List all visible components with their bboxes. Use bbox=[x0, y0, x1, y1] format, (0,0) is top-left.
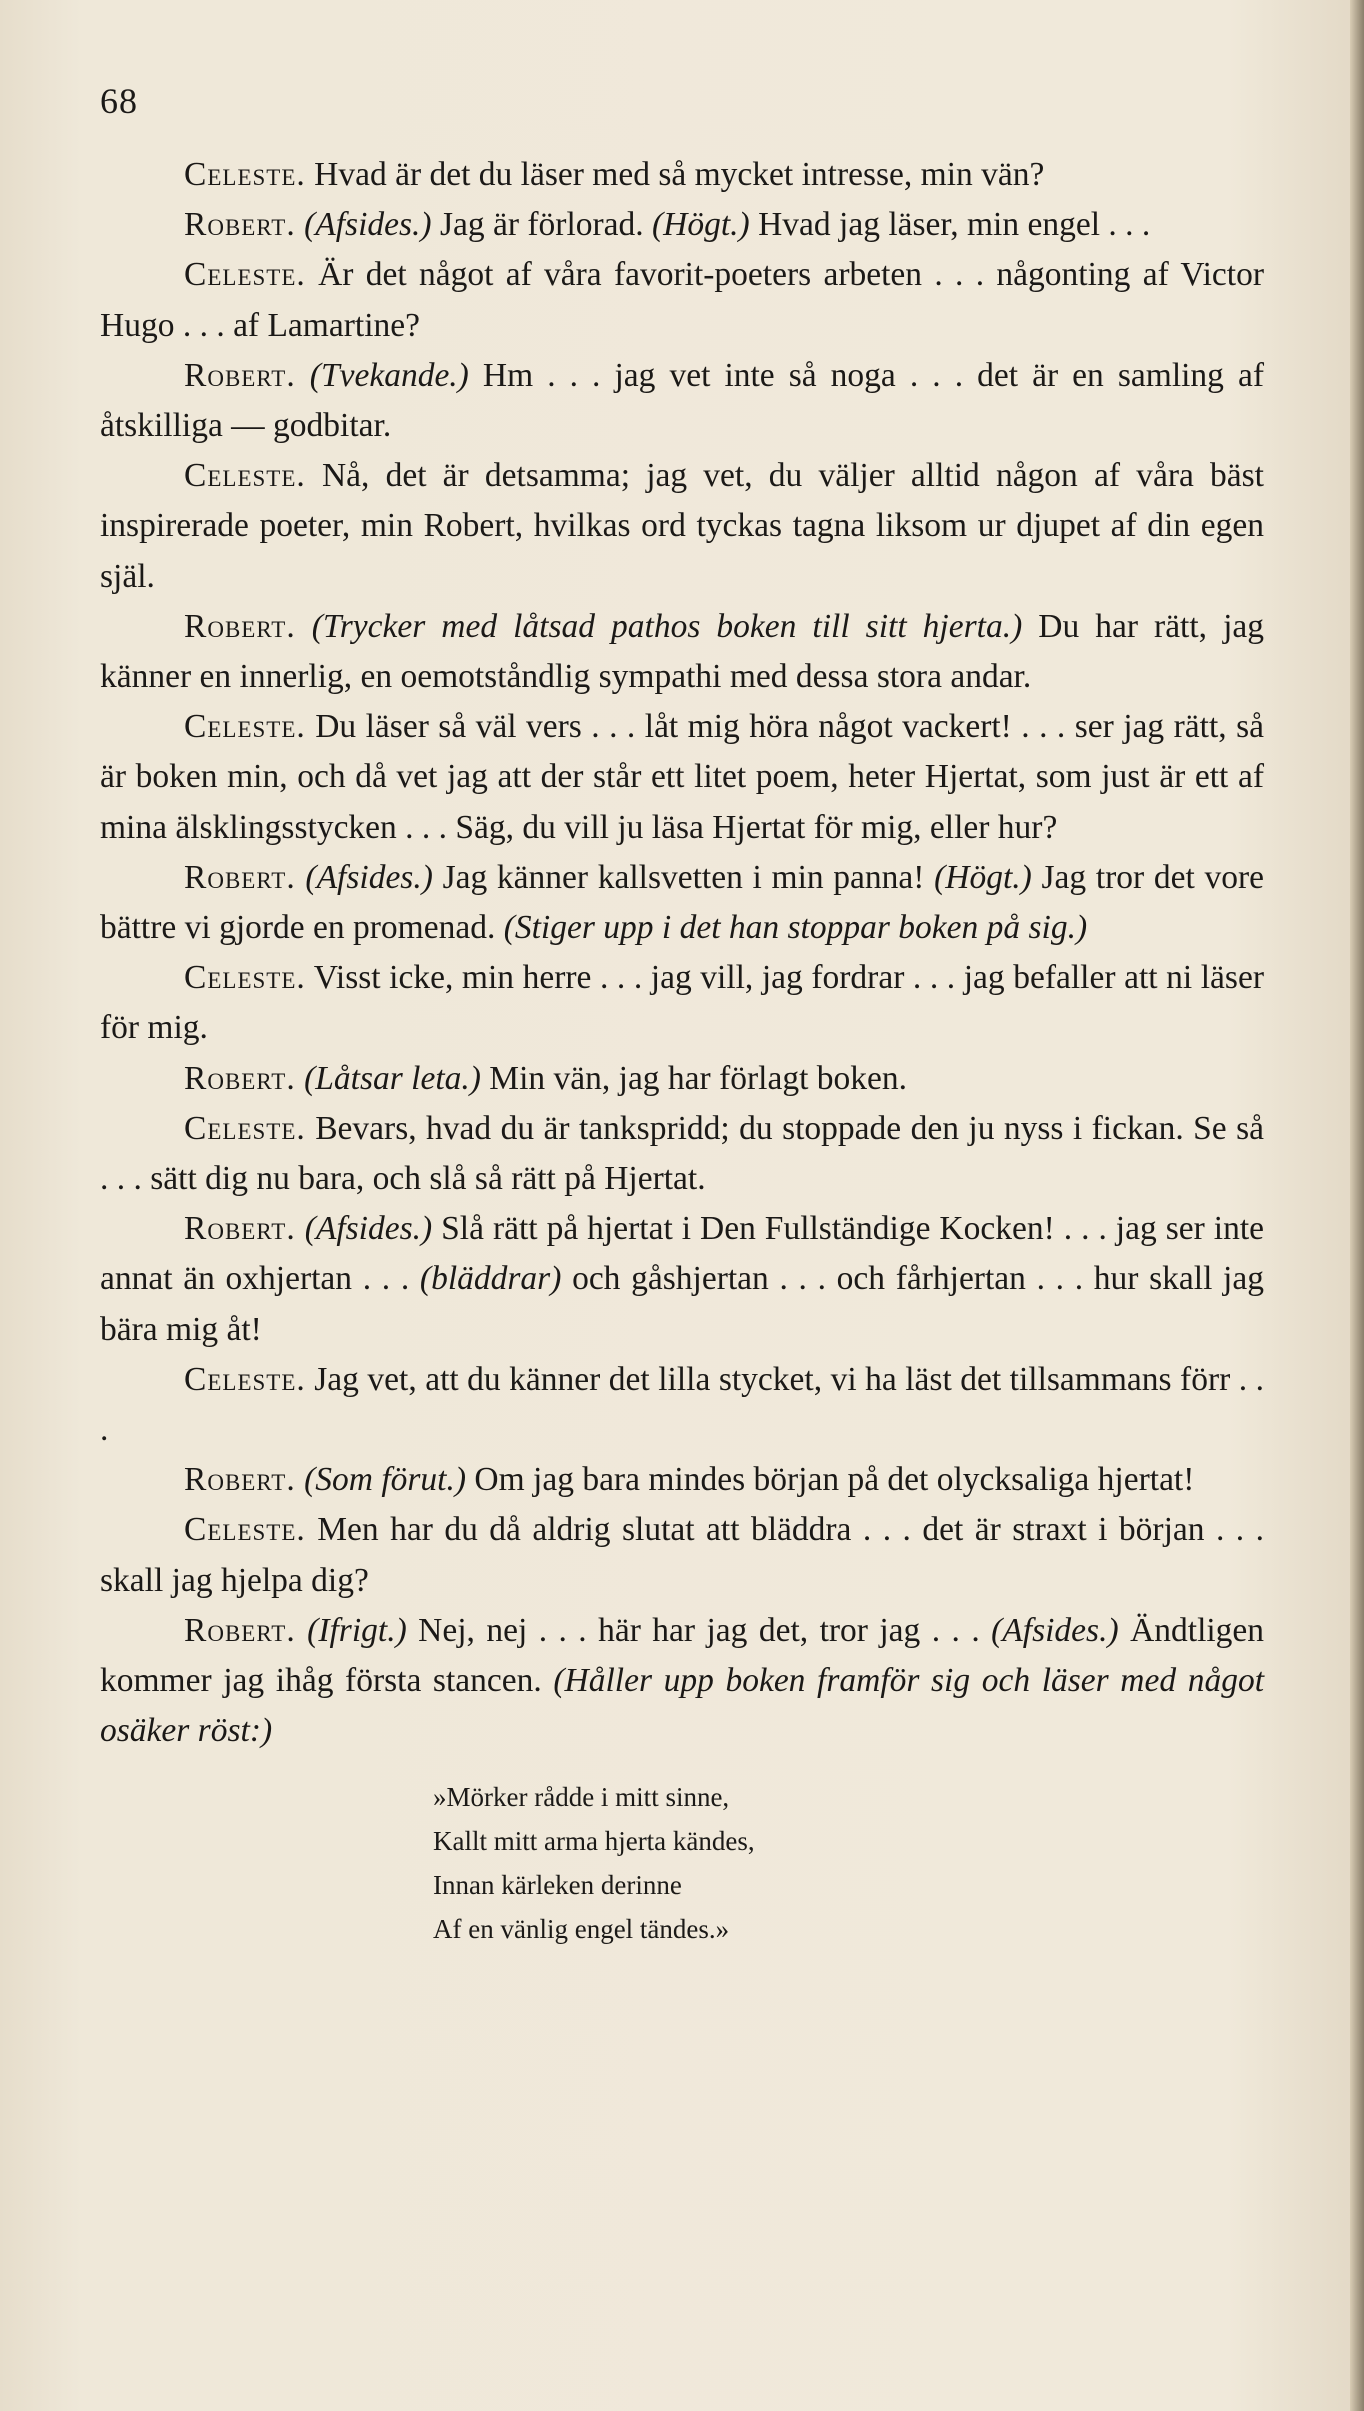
speech-text: Slå rätt på hjertat i Den Fullständige Kocken! . . . jag ser inte annat än oxhjertan . . . bbox=[100, 1210, 1264, 1298]
poem-line: Kallt mitt arma hjerta kändes, bbox=[433, 1825, 755, 1856]
speaker-name: Celeste. bbox=[184, 1360, 306, 1398]
speech-text: Jag känner kallsvetten i min panna! bbox=[442, 858, 925, 896]
stage-direction: (Afsides.) bbox=[304, 206, 432, 244]
speaker-name: Robert. bbox=[184, 356, 296, 394]
stage-direction: (Afsides.) bbox=[304, 1210, 433, 1248]
stage-direction: (Trycker med låtsad pathos boken till sitt hjerta.) bbox=[311, 607, 1023, 645]
speaker-name: Celeste. bbox=[184, 959, 306, 997]
poem-line: »Mörker rådde i mitt sinne, bbox=[433, 1781, 730, 1812]
speech-list bbox=[100, 150, 1264, 1757]
speaker-name: Celeste. bbox=[184, 708, 306, 746]
poem-line: Af en vänlig engel tändes.» bbox=[433, 1913, 730, 1944]
speaker-name: Celeste. bbox=[184, 457, 306, 495]
page-number: 68 bbox=[100, 81, 138, 121]
speech-text: Hvad jag läser, min engel . . . bbox=[758, 206, 1151, 244]
speaker-name: Celeste. bbox=[184, 256, 306, 294]
speaker-name: Robert. bbox=[184, 607, 296, 645]
stage-direction: (Ifrigt.) bbox=[307, 1611, 407, 1649]
speech-text: Du läser så väl vers . . . låt mig höra något vackert! . . . ser jag rätt, så är boken min, och då vet jag att der står ett litet poem, heter Hjertat, som just är ett af mina älsklingsstycken . . . Säg, du vill ju läsa Hjertat för mig, eller hur? bbox=[100, 708, 1264, 846]
stage-direction: (Håller upp boken framför sig och läser med något osäker röst:) bbox=[100, 1662, 1265, 1750]
speech bbox=[100, 150, 1264, 200]
speech-text: Jag vet, att du känner det lilla stycket, vi ha läst det tillsammans förr . . . bbox=[100, 1360, 1265, 1449]
speech-text: Är det något af våra favorit-poeters arbeten . . . någonting af Victor Hugo . . . af Lamartine? bbox=[100, 256, 1264, 344]
speech-text: Visst icke, min herre . . . jag vill, jag fordrar . . . jag befaller att ni läser för mig. bbox=[100, 959, 1264, 1047]
speaker-name: Robert. bbox=[184, 1461, 296, 1499]
stage-direction: (Som förut.) bbox=[304, 1461, 467, 1499]
speech bbox=[100, 1606, 1264, 1757]
speech bbox=[100, 702, 1264, 853]
speech-text: och gåshjertan . . . och fårhjertan . . . hur skall jag bära mig åt! bbox=[100, 1260, 1264, 1348]
speaker-name: Robert. bbox=[184, 858, 296, 896]
speaker-name: Robert. bbox=[184, 1210, 296, 1248]
speech-text: Jag är förlorad. bbox=[439, 206, 644, 244]
speech-text: Jag tror det vore bättre vi gjorde en promenad. bbox=[100, 858, 1265, 947]
stage-direction: (Låtsar leta.) bbox=[304, 1059, 481, 1097]
speech-text: Men har du då aldrig slutat att bläddra . . . det är straxt i början . . . skall jag hjelpa dig? bbox=[100, 1511, 1265, 1599]
speech-text: Du har rätt, jag känner en innerlig, en oemotståndlig sympathi med dessa stora andar. bbox=[100, 607, 1265, 696]
speech-text: Ändtligen kommer jag ihåg första stancen. bbox=[100, 1611, 1265, 1700]
speech-text: Hm . . . jag vet inte så noga . . . det är en samling af åtskilliga — godbitar. bbox=[100, 356, 1265, 445]
poem-line: Innan kärleken derinne bbox=[433, 1869, 682, 1900]
speech bbox=[100, 853, 1264, 953]
speaker-name: Celeste. bbox=[184, 156, 306, 193]
stage-direction: (Högt.) bbox=[652, 206, 750, 244]
speech bbox=[100, 1204, 1264, 1355]
stage-direction: (Afsides.) bbox=[305, 858, 433, 896]
speech bbox=[100, 1104, 1264, 1204]
speech-text: Bevars, hvad du är tankspridd; du stoppade den ju nyss i fickan. Se så . . . sätt dig nu bara, och slå så rätt på Hjertat. bbox=[100, 1109, 1264, 1198]
stage-direction: (Tvekande.) bbox=[309, 356, 469, 394]
speech bbox=[100, 200, 1264, 250]
stage-direction: (Afsides.) bbox=[991, 1611, 1119, 1649]
speaker-name: Robert. bbox=[184, 206, 296, 244]
speaker-name: Robert. bbox=[184, 1611, 296, 1649]
poem-stanza bbox=[433, 1775, 1264, 1951]
speech bbox=[100, 250, 1264, 350]
speaker-name: Celeste. bbox=[184, 1511, 306, 1549]
speech bbox=[100, 953, 1264, 1053]
speech bbox=[100, 1505, 1264, 1605]
speech-text: Hvad är det du läser med så mycket intresse, min vän? bbox=[314, 156, 1045, 193]
stage-direction: (Stiger upp i det han stoppar boken på sig.) bbox=[503, 909, 1088, 947]
speech bbox=[100, 1355, 1264, 1455]
speech bbox=[100, 351, 1264, 451]
speaker-name: Celeste. bbox=[184, 1109, 306, 1147]
speech bbox=[100, 1455, 1264, 1505]
speech-text: Om jag bara mindes början på det olycksaliga hjertat! bbox=[474, 1461, 1195, 1499]
speech-text: Nej, nej . . . här har jag det, tror jag . . . bbox=[418, 1611, 980, 1649]
speech bbox=[100, 451, 1264, 602]
speaker-name: Robert. bbox=[184, 1059, 296, 1097]
speech-text: Min vän, jag har förlagt boken. bbox=[489, 1059, 907, 1097]
speech bbox=[100, 602, 1264, 702]
stage-direction: (Högt.) bbox=[934, 858, 1032, 896]
speech bbox=[100, 1054, 1264, 1104]
dialogue-text bbox=[100, 150, 1264, 1951]
stage-direction: (bläddrar) bbox=[419, 1260, 562, 1298]
page-edge bbox=[1350, 0, 1364, 2411]
speech-text: Nå, det är detsamma; jag vet, du väljer alltid någon af våra bäst inspirerade poeter, min Robert, hvilkas ord tyckas tagna liksom ur djupet af din egen själ. bbox=[100, 457, 1264, 595]
